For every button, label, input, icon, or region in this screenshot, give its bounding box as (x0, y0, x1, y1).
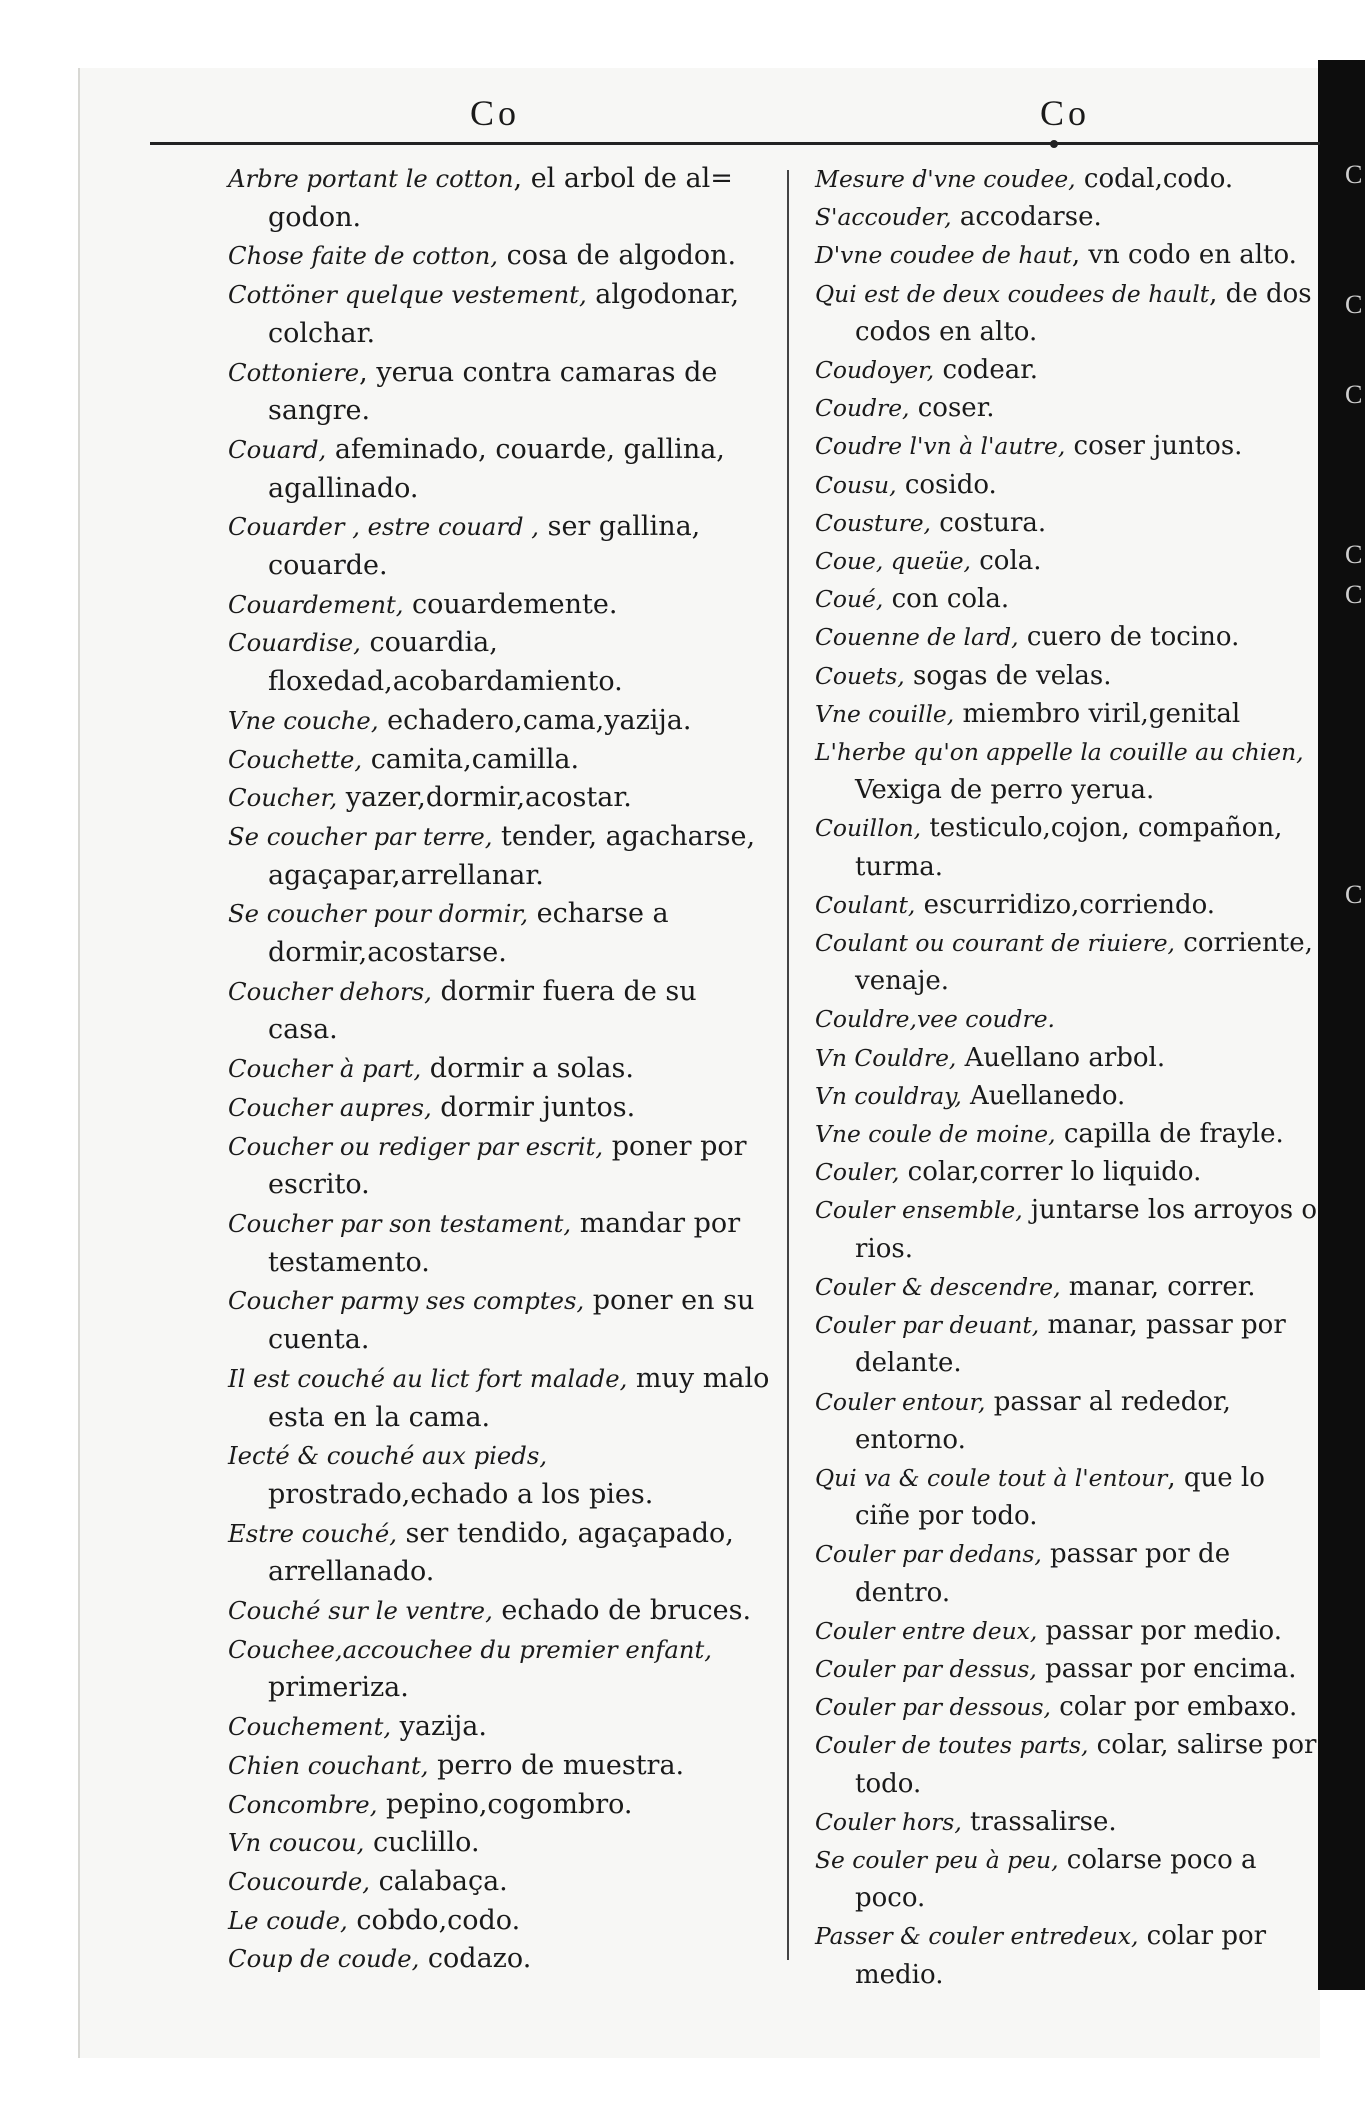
entry-headword: Couard, (228, 434, 327, 464)
dictionary-entry (815, 924, 1320, 1000)
entry-translation: con cola. (883, 584, 1010, 615)
entry-headword: Couarder , estre couard , (228, 512, 539, 542)
dictionary-entry (815, 809, 1320, 885)
dictionary-entry (815, 236, 1320, 274)
entry-translation: algodonar, colchar. (268, 279, 740, 349)
dictionary-entry (815, 1612, 1320, 1650)
entry-headword: Coucher dehors, (228, 976, 432, 1006)
entry-headword: Couenne de lard, (815, 623, 1019, 652)
dictionary-entry (228, 1050, 774, 1089)
column-divider (787, 170, 789, 1960)
dictionary-entry (815, 1039, 1320, 1077)
dictionary-entry (228, 1282, 774, 1359)
dictionary-entry (815, 1841, 1320, 1917)
entry-headword: Coulant ou courant de riuiere, (815, 929, 1175, 958)
entry-translation: miembro viril,genital (954, 698, 1241, 729)
entry-translation: passar por encima. (1036, 1653, 1297, 1684)
dictionary-entry (815, 1268, 1320, 1306)
dictionary-entry (815, 1000, 1320, 1038)
running-header-left: Co (470, 93, 521, 133)
entry-headword: Coudre l'vn à l'autre, (815, 432, 1066, 461)
entry-translation: couardia, floxedad,acobardamiento. (268, 627, 623, 698)
entry-headword: Coulant, (815, 890, 916, 919)
entry-headword: Estre couché, (228, 1518, 397, 1548)
entry-translation: costura. (930, 507, 1047, 538)
entry-translation: juntarse los arroyos o rios. (855, 1195, 1318, 1264)
entry-headword: Vn couldray, (815, 1081, 962, 1110)
entry-translation: manar, passar por delante. (855, 1310, 1286, 1379)
entry-translation: passar por medio. (1037, 1615, 1283, 1646)
dictionary-entry (815, 886, 1320, 924)
dictionary-entry (228, 237, 774, 276)
edge-letter: C (1345, 880, 1363, 909)
dictionary-entry (815, 1115, 1320, 1153)
entry-headword: Cottoniere (228, 357, 360, 387)
dictionary-entry (815, 1383, 1320, 1459)
entry-headword: Couillon, (815, 814, 922, 843)
entry-headword: Coué, (815, 585, 884, 614)
entry-headword: Couldre,vee coudre. (815, 1005, 1055, 1034)
entry-headword: Couchette, (228, 744, 363, 774)
entry-translation: coser. (909, 393, 995, 424)
entry-headword: Coucourde, (228, 1866, 371, 1896)
dictionary-entry (815, 1726, 1320, 1802)
right-column (815, 160, 1320, 1994)
dictionary-entry (815, 695, 1320, 733)
entry-translation: echarse a dormir,acostarse. (268, 898, 669, 969)
entry-translation: manar, correr. (1060, 1271, 1256, 1302)
dictionary-entry (815, 1803, 1320, 1841)
dictionary-entry (228, 354, 774, 431)
entry-translation: perro de muestra. (428, 1749, 685, 1781)
dictionary-entry (815, 580, 1320, 618)
dictionary-entry (815, 466, 1320, 504)
entry-translation: dormir fuera de su casa. (268, 975, 697, 1046)
entry-translation: dormir juntos. (431, 1091, 636, 1123)
entry-headword: Passer & couler entredeux, (815, 1922, 1139, 1951)
edge-letter: C (1345, 380, 1363, 409)
dictionary-entry (815, 657, 1320, 695)
edge-letter: C (1345, 540, 1363, 569)
dictionary-entry (815, 351, 1320, 389)
entry-headword: D'vne coudee de haut (815, 241, 1072, 270)
entry-translation: muy malo esta en la cama. (268, 1362, 770, 1433)
entry-headword: Couler, (815, 1158, 900, 1187)
entry-translation: cobdo,codo. (347, 1904, 521, 1936)
entry-headword: Vne couche, (228, 705, 379, 735)
dictionary-entry (228, 1786, 774, 1825)
entry-headword: Coucher par son testament, (228, 1208, 572, 1238)
entry-headword: Coucher, (228, 783, 338, 813)
dictionary-entry (228, 508, 774, 585)
entry-translation: poner en su cuenta. (268, 1285, 755, 1356)
entry-headword: Chose faite de cotton, (228, 241, 498, 271)
entry-headword: Couler de toutes parts, (815, 1731, 1089, 1760)
dictionary-entry (228, 818, 774, 895)
dictionary-entry (815, 542, 1320, 580)
dictionary-entry (815, 618, 1320, 656)
entry-headword: Il est couché au lict fort malade, (228, 1363, 628, 1393)
entry-headword: Coucher à part, (228, 1054, 422, 1084)
entry-translation: codear. (934, 355, 1039, 386)
entry-headword: Coup de coude, (228, 1944, 420, 1974)
entry-headword: Coudoyer, (815, 356, 935, 385)
entry-headword: Vne couille, (815, 699, 955, 728)
entry-translation: Auellano arbol. (956, 1042, 1166, 1073)
dictionary-entry (815, 275, 1320, 351)
dictionary-entry (228, 1089, 774, 1128)
entry-headword: Couler entour, (815, 1387, 986, 1416)
entry-headword: L'herbe qu'on appelle la couille au chien, (815, 738, 1304, 767)
entry-translation: testiculo,cojon, compañon, turma. (855, 813, 1283, 882)
entry-translation: yazer,dormir,acostar. (337, 782, 632, 814)
entry-translation: couardemente. (403, 588, 618, 620)
edge-letter: C (1345, 290, 1363, 319)
entry-headword: Couler par dessous, (815, 1693, 1051, 1722)
entry-translation: passar por de dentro. (855, 1539, 1231, 1608)
entry-translation: colar por medio. (855, 1921, 1267, 1990)
entry-translation: poner por escrito. (268, 1130, 747, 1201)
dictionary-entry (228, 895, 774, 972)
dictionary-entry (228, 779, 774, 818)
edge-letter: C (1345, 580, 1363, 609)
entry-headword: Couardise, (228, 628, 361, 658)
dictionary-entry (815, 1535, 1320, 1611)
entry-headword: Chien couchant, (228, 1750, 429, 1780)
dictionary-entry (228, 741, 774, 780)
entry-headword: Couchement, (228, 1712, 392, 1742)
dictionary-entry (228, 1360, 774, 1437)
entry-translation: cosa de algodon. (497, 240, 737, 272)
dictionary-entry (228, 276, 774, 353)
dictionary-entry (815, 1650, 1320, 1688)
entry-translation: dormir a solas. (421, 1053, 634, 1085)
entry-headword: Vn Couldre, (815, 1043, 957, 1072)
entry-translation: Vexiga de perro yerua. (855, 775, 1155, 806)
entry-translation: primeriza. (268, 1672, 409, 1704)
dictionary-entry (228, 1940, 774, 1979)
dictionary-entry (815, 160, 1320, 198)
dictionary-entry (228, 1128, 774, 1205)
entry-translation: colar, salirse por todo. (855, 1730, 1317, 1799)
dictionary-entry (228, 1902, 774, 1941)
entry-translation: yazija. (391, 1711, 487, 1743)
left-column (228, 160, 774, 1979)
entry-translation: colar,correr lo liquido. (899, 1157, 1202, 1188)
entry-translation: mandar por testamento. (268, 1207, 741, 1278)
dictionary-entry (228, 1631, 774, 1708)
dictionary-entry (228, 1205, 774, 1282)
dictionary-entry (815, 198, 1320, 236)
entry-translation: , que lo ciñe por todo. (855, 1462, 1265, 1532)
dictionary-entry (228, 1747, 774, 1786)
running-header-right: Co (1040, 93, 1091, 133)
entry-headword: Couler par dedans, (815, 1540, 1042, 1569)
dictionary-entry (228, 1708, 774, 1747)
entry-translation: corriente, venaje. (855, 928, 1313, 997)
entry-translation: capilla de frayle. (1055, 1119, 1284, 1150)
entry-headword: Coucher parmy ses comptes, (228, 1286, 585, 1316)
entry-headword: Couets, (815, 661, 905, 690)
entry-translation: codal,codo. (1075, 164, 1234, 194)
dictionary-entry (815, 1917, 1320, 1993)
dictionary-entry (815, 1191, 1320, 1267)
entry-headword: Coue, queüe, (815, 547, 971, 576)
entry-translation: Auellanedo. (961, 1080, 1126, 1111)
entry-translation: pepino,cogombro. (377, 1788, 633, 1820)
entry-translation: , vn codo en alto. (1071, 240, 1297, 271)
rule-ornament (1050, 140, 1058, 148)
dictionary-entry (815, 733, 1320, 809)
entry-headword: Se couler peu à peu, (815, 1845, 1059, 1874)
entry-headword: Arbre portant le cotton (228, 164, 514, 193)
entry-headword: Concombre, (228, 1789, 378, 1819)
entry-translation: cuero de tocino. (1018, 622, 1240, 653)
entry-headword: Cousture, (815, 508, 931, 537)
entry-headword: Couardement, (228, 589, 404, 619)
entry-headword: Qui va & coule tout à l'entour (815, 1463, 1168, 1492)
entry-translation: escurridizo,corriendo. (915, 889, 1216, 920)
entry-headword: Se coucher pour dormir, (228, 899, 529, 929)
entry-translation: coser juntos. (1065, 431, 1243, 462)
entry-translation: prostrado,echado a los pies. (268, 1478, 654, 1510)
entry-headword: Couler par dessus, (815, 1654, 1037, 1683)
dictionary-entry (228, 1437, 774, 1514)
entry-headword: Qui est de deux coudees de hault (815, 279, 1210, 308)
header-rule (150, 142, 1320, 145)
dictionary-entry (228, 624, 774, 701)
entry-translation: codazo. (419, 1943, 532, 1975)
entry-headword: Iecté & couché aux pieds, (228, 1441, 548, 1471)
entry-headword: Vn coucou, (228, 1828, 365, 1858)
entry-translation: camita,camilla. (362, 743, 580, 775)
dictionary-entry (228, 1824, 774, 1863)
entry-translation: calabaça. (370, 1865, 508, 1897)
entry-translation: , de dos codos en alto. (855, 278, 1312, 347)
dictionary-entry (228, 973, 774, 1050)
entry-headword: Couler par deuant, (815, 1311, 1040, 1340)
edge-letter: C (1345, 160, 1363, 189)
entry-translation: colarse poco a poco. (855, 1844, 1257, 1914)
entry-translation: passar al rededor, entorno. (855, 1386, 1231, 1455)
entry-translation: afeminado, couarde, gallina, agallinado. (268, 433, 725, 504)
entry-translation: , yerua contra camaras de sangre. (268, 356, 718, 427)
entry-translation: accodarse. (951, 202, 1102, 233)
dictionary-entry (815, 1688, 1320, 1726)
dictionary-entry (228, 431, 774, 508)
entry-headword: Cottöner quelque vestement, (228, 280, 587, 310)
entry-headword: Se coucher par terre, (228, 821, 493, 851)
entry-translation: trassalirse. (961, 1806, 1117, 1837)
entry-headword: Couler entre deux, (815, 1616, 1038, 1645)
entry-translation: sogas de velas. (904, 660, 1112, 691)
entry-translation: ser gallina, couarde. (268, 511, 701, 582)
entry-headword: Cousu, (815, 470, 897, 499)
entry-translation: ser tendido, agaçapado, arrellanado. (268, 1517, 734, 1588)
entry-headword: Coucher ou rediger par escrit, (228, 1131, 604, 1161)
dictionary-entry (815, 427, 1320, 465)
dictionary-entry (228, 160, 774, 237)
entry-headword: Mesure d'vne coudee, (815, 165, 1076, 193)
entry-headword: Le coude, (228, 1905, 348, 1935)
entry-translation: echadero,cama,yazija. (378, 704, 692, 736)
dictionary-entry (228, 586, 774, 625)
adjacent-page-letters (1345, 160, 1365, 1060)
dictionary-entry (815, 1459, 1320, 1535)
dictionary-entry (228, 702, 774, 741)
dictionary-entry (228, 1863, 774, 1902)
entry-headword: Couler ensemble, (815, 1196, 1023, 1225)
entry-translation: tender, agacharse, agaçapar,arrellanar. (268, 820, 756, 891)
entry-headword: Coudre, (815, 394, 910, 423)
dictionary-entry (815, 1077, 1320, 1115)
dictionary-entry (815, 389, 1320, 427)
entry-translation: cola. (970, 546, 1042, 577)
entry-translation: colar por embaxo. (1050, 1692, 1298, 1723)
dictionary-entry (815, 1153, 1320, 1191)
dictionary-entry (815, 1306, 1320, 1382)
entry-headword: S'accouder, (815, 203, 952, 232)
entry-translation: cosido. (896, 469, 997, 500)
entry-headword: Couchee,accouchee du premier enfant, (228, 1634, 712, 1664)
entry-headword: Couler hors, (815, 1807, 962, 1836)
dictionary-entry (228, 1592, 774, 1631)
entry-translation: , el arbol de al= godon. (268, 163, 733, 233)
entry-translation: echado de bruces. (492, 1595, 752, 1627)
entry-headword: Couché sur le ventre, (228, 1596, 493, 1626)
entry-headword: Couler & descendre, (815, 1272, 1061, 1301)
entry-headword: Coucher aupres, (228, 1092, 432, 1122)
dictionary-entry (228, 1515, 774, 1592)
entry-headword: Vne coule de moine, (815, 1120, 1056, 1149)
dictionary-entry (815, 504, 1320, 542)
entry-translation: cuclillo. (364, 1827, 480, 1859)
